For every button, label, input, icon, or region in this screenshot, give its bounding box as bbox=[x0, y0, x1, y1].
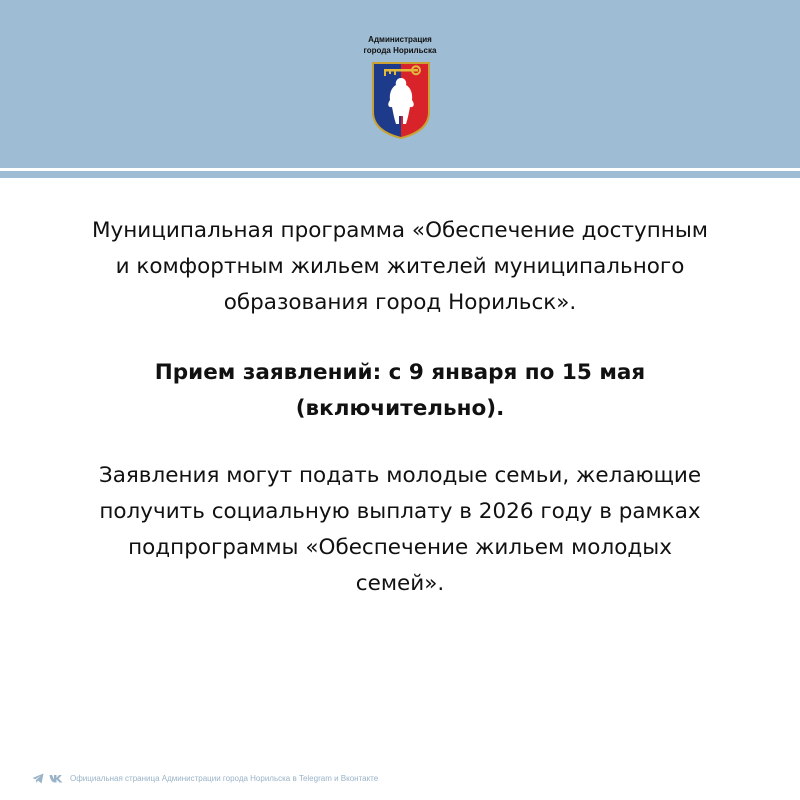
application-period bbox=[30, 355, 770, 427]
organization-name-line: Администрация bbox=[368, 35, 432, 44]
program-title-line: и комфортным жильем жителей муниципального bbox=[115, 254, 685, 279]
eligibility-description-line: Заявления могут подать молодые семьи, желающие bbox=[98, 463, 702, 488]
eligibility-description-line: семей». bbox=[355, 571, 445, 596]
header-divider-stripe bbox=[0, 171, 800, 178]
eligibility-description-line: подпрограммы «Обеспечение жильем молодых bbox=[128, 535, 672, 560]
organization-name bbox=[340, 34, 460, 56]
program-title-line: образования город Норильск». bbox=[223, 290, 577, 315]
norilsk-coat-of-arms-icon bbox=[370, 60, 432, 140]
telegram-icon[interactable] bbox=[32, 773, 44, 784]
application-period-line: (включительно). bbox=[295, 396, 505, 421]
eligibility-description-line: получить социальную выплату в 2026 году в рамках bbox=[99, 499, 701, 524]
program-title bbox=[30, 213, 770, 321]
organization-name-line: города Норильска bbox=[363, 46, 437, 55]
program-title-line: Муниципальная программа «Обеспечение доступным bbox=[91, 218, 709, 243]
vk-icon[interactable] bbox=[49, 774, 63, 783]
application-period-line: Прием заявлений: с 9 января по 15 мая bbox=[154, 360, 646, 385]
footer-caption: Официальная страница Администрации города Норильска в Telegram и Вконтакте bbox=[70, 773, 379, 783]
eligibility-description bbox=[30, 458, 770, 602]
footer-social bbox=[32, 771, 378, 785]
